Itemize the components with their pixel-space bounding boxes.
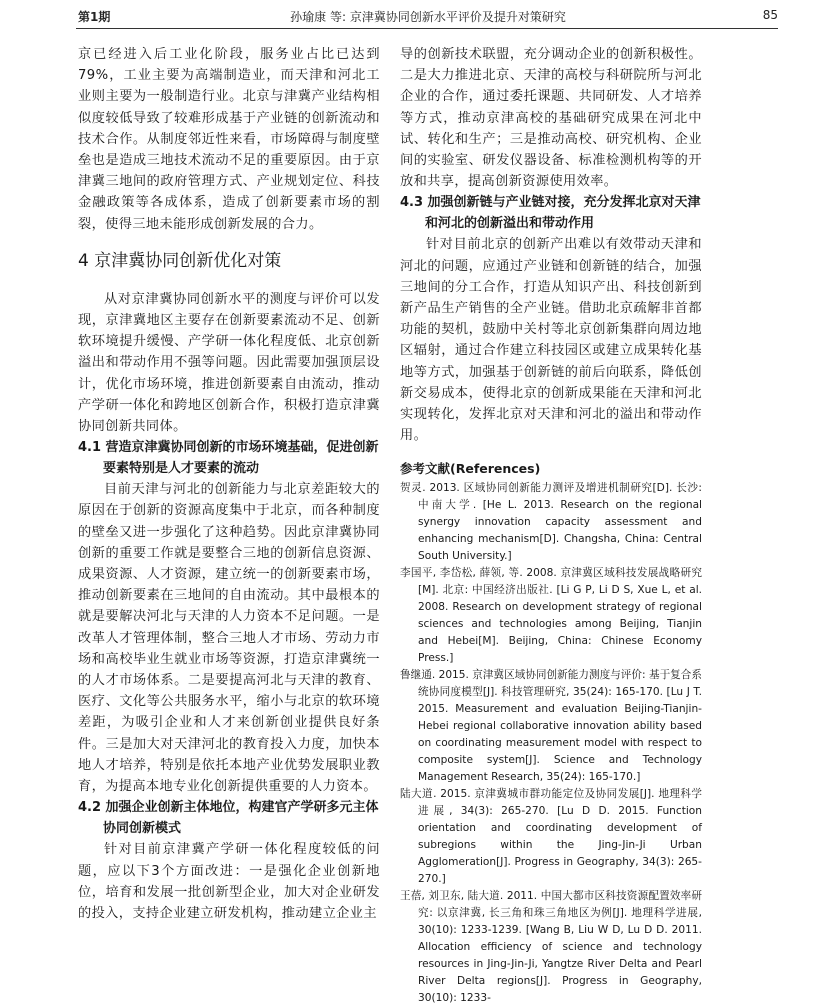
header-rule: [76, 28, 778, 29]
section-4-intro: 从对京津冀协同创新水平的测度与评价可以发现，京津冀地区主要存在创新要素流动不足、创新软环境提升缓慢、产学研一体化程度低、北京创新溢出和带动作用不强等问题。因此需要加强顶层设计，优化市场环境，推进创新要素自由流动，推动产学研一体化和跨地区创新合作，积极打造京津冀协同创新共同体。: [78, 291, 380, 435]
continued-paragraph: 京已经进入后工业化阶段，服务业占比已达到79%，工业主要为高端制造业，而天津和河北工业则主要为一般制造行业。北京与津冀产业结构相似度较低导致了较难形成基于产业链的创新流动和技术合作。从制度邻近性来看，市场障碍与制度壁垒也是造成三地技术流动不足的重要原因。由于京津冀三地间的政府管理方式、产业规划定位、科技金融政策等各成体系，造成了创新要素市场的割裂，使得三地未能形成创新发展的合力。: [78, 47, 380, 232]
reference-item: 李国平, 李岱松, 薛领, 等. 2008. 京津冀区域科技发展战略研究[M]. 北京: 中国经济出版社. [Li G P, Li D S, Xue L, et al. 2008. Research on development strategy of regional sciences and technologies among Beijing, Tianjin and Hebei[M]. Beijing, China: Chinese Economy Press.]: [400, 567, 702, 665]
section-4-title: 4 京津冀协同创新优化对策: [78, 250, 282, 271]
section-4-2-title: 4.2 加强企业创新主体地位，构建官产学研多元主体协同创新模式: [78, 800, 379, 837]
running-title: 孙瑜康 等: 京津冀协同创新水平评价及提升对策研究: [290, 10, 566, 24]
reference-item: 陆大道. 2015. 京津冀城市群功能定位及协同发展[J]. 地理科学进展, 34(3): 265-270. [Lu D D. 2015. Function orientation and coordinating development of subregions within the Jing-Jin-Ji Urban Agglomeration[J]. Progress in Geography, 34(3): 265-270.]: [400, 788, 702, 886]
continued-paragraph-right: 导的创新技术联盟，充分调动企业的创新积极性。二是大力推进北京、天津的高校与科研院所与河北企业的合作，通过委托课题、共同研发、人才培养等方式，推动京津高校的基础研究成果在河北中试、转化和生产；三是推动高校、研究机构、企业间的实验室、研发仪器设备、标准检测机构等的开放和共享，提高创新资源使用效率。: [400, 47, 702, 190]
page-number: 85: [762, 8, 778, 22]
section-4-1-body: 目前天津与河北的创新能力与北京差距较大的原因在于创新的资源高度集中于北京，而各种制度的壁垒又进一步强化了这种趋势。因此京津冀协同创新的重要工作就是要整合三地的创新信息资源、成果资源、人才资源，建立统一的创新要素市场，推动创新要素在三地间的自由流动。其中最根本的就是要解决河北与天津的人力资本不足问题。一是改革人才管理体制，整合三地人才市场、劳动力市场和高校毕业生就业市场等资源，打造京津冀统一的人才市场体系。二是要提高河北与天津的教育、医疗、文化等公共服务水平，缩小与北京的软环境差距，为吸引企业和人才来创新创业提供良好条件。三是加大对天津河北的教育投入力度，加快本地人才培养，特别是依托本地产业优势发展职业教育，为提高本地专业化创新提供重要的人力资本。: [78, 482, 380, 795]
reference-item: 王蓓, 刘卫东, 陆大道. 2011. 中国大都市区科技资源配置效率研究: 以京津冀, 长三角和珠三角地区为例[J]. 地理科学进展, 30(10): 1233-1239. [Wang B, Liu W D, Lu D D. 2011. Allocation efficiency of science and technology resources in Jing-Jin-Ji, Yangtze River Delta and Pearl River Delta regions[J]. Progress in Geography, 30(10): 1233-: [400, 890, 702, 1005]
section-4-1-title: 4.1 营造京津冀协同创新的市场环境基础，促进创新要素特别是人才要素的流动: [78, 440, 379, 477]
references-title: 参考文献(References): [400, 461, 541, 477]
section-4-3-body: 针对目前北京的创新产出难以有效带动天津和河北的问题，应通过产业链和创新链的结合，加强三地间的分工合作，打造从知识产出、科技创新到新产品生产销售的全产业链。借助北京疏解非首都功能的契机，鼓励中关村等北京创新集群向周边地区辐射，通过合作建立科技园区或建立成果转化基地等方式，加强基于创新链的前后向联系，降低创新交易成本，使得北京的创新成果能在天津和河北实现转化，发挥北京对天津和河北的溢出和带动作用。: [400, 237, 702, 444]
reference-list: [400, 480, 702, 1007]
section-4-3-title: 4.3 加强创新链与产业链对接，充分发挥北京对天津和河北的创新溢出和带动作用: [400, 195, 701, 232]
issue-label: 第1期: [78, 10, 111, 24]
running-header: [78, 6, 778, 26]
reference-item: 鲁继通. 2015. 京津冀区域协同创新能力测度与评价: 基于复合系统协同度模型[J]. 科技管理研究, 35(24): 165-170. [Lu J T. 2015. Measurement and evaluation Beijing-Tianjin- Hebei regional collaborative innovation ability based on coordinating measurement model with respect to composite system[J]. Science and Technology Management Research, 35(24): 165-170.]: [400, 669, 702, 784]
reference-item: 贺灵. 2013. 区域协同创新能力测评及增进机制研究[D]. 长沙: 中南大学. [He L. 2013. Research on the regional synergy innovation capacity assessment and enhancing mechanism[D]. Changsha, China: Central South University.]: [400, 482, 702, 563]
left-column: [78, 44, 380, 924]
section-4-2-body: 针对目前京津冀产学研一体化程度较低的问题，应以下3个方面改进：一是强化企业创新地位，培育和发展一批创新型企业，加大对企业研发的投入，支持企业建立研发机构，推动建立企业主: [78, 842, 380, 921]
right-column: [400, 44, 702, 1007]
